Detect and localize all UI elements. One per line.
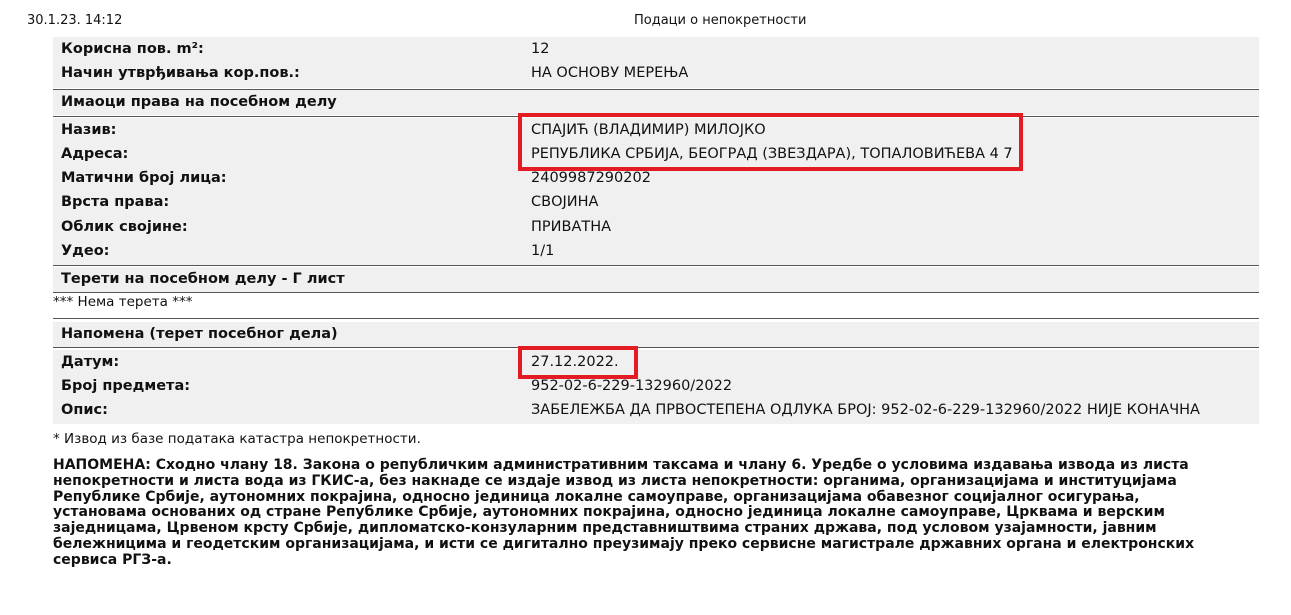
owner-row [53,190,1259,214]
date-highlight-box [518,346,638,379]
field-value: 2409987290202 [531,170,651,186]
field-value: 12 [531,41,550,57]
note-line: непокретности и листа вода из ГКИС-а, без накнаде се издаје извод из листа непокретности: органима, организацијама и институцијама [53,472,1177,489]
section-title-text: Имаоци права на посебном делу [61,94,337,110]
field-value: ЗАБЕЛЕЖБА ДА ПРВОСТЕПЕНА ОДЛУКА БРОЈ: 952-02-6-229-132960/2022 НИЈЕ КОНАЧНА [531,402,1200,418]
area-row [53,37,1259,61]
note-line: сервиса РГЗ-а. [53,551,172,568]
divider [53,318,1259,319]
divider [53,292,1259,293]
footnote: * Извод из базе података катастра непокретности. [53,431,421,447]
legal-note [53,458,1213,569]
note-line: НАПОМЕНА: Сходно члану 18. Закона о републичким административним таксама и члану 6. Уредбе о условима издавања извода из листа [53,457,1189,473]
field-value: 27.12.2022. [531,354,619,370]
field-value: НА ОСНОВУ МЕРЕЊА [531,65,689,81]
remark-row [53,374,1259,398]
remark-row [53,398,1259,422]
note-line: бележницима и геодетским организацијама, и исти се дигитално преузимају преко сервисне магистрале државних органа и електронских [53,535,1195,552]
field-label: Врста права: [61,194,170,210]
field-label: Матични број лица: [61,170,227,186]
field-label: Облик својине: [61,219,188,235]
divider [53,347,1259,348]
field-value: 1/1 [531,243,555,259]
note-line: Републике Србије, аутономних покрајина, односно јединица локалне самоуправе, организацијама обавезног социјалног осигурања, [53,488,1140,505]
field-label: Број предмета: [61,378,191,394]
field-label: Опис: [61,402,108,418]
field-label: Назив: [61,122,117,138]
field-value: ПРИВАТНА [531,219,612,235]
owners-section-title [53,90,1259,115]
remark-section-title [53,322,1259,347]
page-title: Подаци о непокретности [634,13,807,28]
field-label: Удео: [61,243,110,259]
owner-row [53,239,1259,263]
note-line: заједницама, Црвеном крсту Србије, дипломатско-конзуларним представништвима страних држава, под условом узајамности, јавним [53,520,1157,537]
field-value: РЕПУБЛИКА СРБИЈА, БЕОГРАД (ЗВЕЗДАРА), ТОПАЛОВИЋЕВА 4 7 [531,146,1013,162]
divider [53,265,1259,266]
section-title-text: Терети на посебном делу - Г лист [61,271,345,287]
field-label: Адреса: [61,146,129,162]
field-label: Датум: [61,354,120,370]
note-line: установама основаних од стране Републике Србије, аутономних покрајина, односно јединица локалне самоуправе, Црквама и верским [53,504,1165,521]
burdens-section-title [53,267,1259,292]
field-label: Корисна пов. m²: [61,41,204,57]
remark-row [53,350,1259,374]
field-value: СПАЈИЋ (ВЛАДИМИР) МИЛОЈКО [531,122,766,138]
field-value: СВОЈИНА [531,194,599,210]
area-row [53,61,1259,85]
owner-highlight-box [518,113,1023,171]
field-label: Начин утврђивања кор.пов.: [61,65,300,81]
owner-row [53,215,1259,239]
print-date: 30.1.23. 14:12 [27,13,123,28]
section-title-text: Напомена (терет посебног дела) [61,326,338,342]
field-value: 952-02-6-229-132960/2022 [531,378,733,394]
no-burdens-text: *** Нема терета *** [53,294,193,310]
